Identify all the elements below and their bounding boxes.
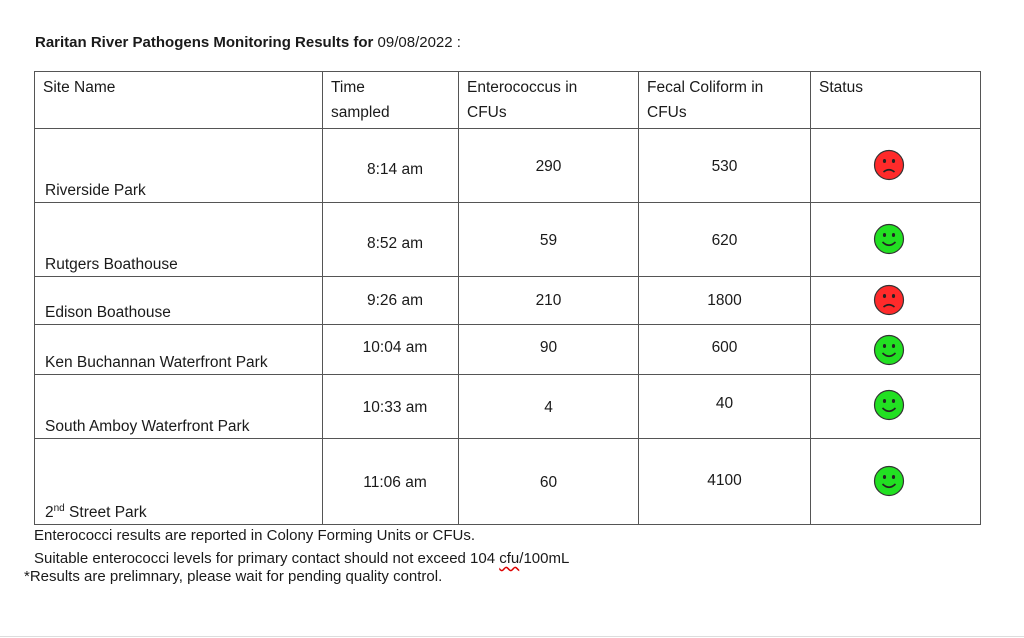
site-cell: 2nd Street Park <box>35 439 323 525</box>
table-row <box>35 325 981 375</box>
time-cell: 11:06 am <box>323 439 459 525</box>
status-cell <box>811 325 981 375</box>
title-text: Raritan River Pathogens Monitoring Results for <box>35 34 374 51</box>
results-table <box>34 71 981 525</box>
status-cell <box>811 439 981 525</box>
enterococcus-cell: 60 <box>459 439 639 525</box>
header-enterococcus: Enterococcus in CFUs <box>459 72 639 129</box>
table-row <box>35 277 981 325</box>
fecal-coliform-cell: 40 <box>639 375 811 439</box>
enterococcus-cell: 210 <box>459 277 639 325</box>
enterococcus-cell: 4 <box>459 375 639 439</box>
table-row <box>35 439 981 525</box>
table-row <box>35 129 981 203</box>
note-contact-limit: Suitable enterococci levels for primary contact should not exceed 104 cfu/100mL <box>34 550 570 567</box>
site-cell: Rutgers Boathouse <box>35 203 323 277</box>
page-divider <box>0 636 1024 637</box>
title-date: 09/08/2022 : <box>377 34 461 51</box>
site-cell: Ken Buchannan Waterfront Park <box>35 325 323 375</box>
time-cell: 8:14 am <box>323 129 459 203</box>
note-cfu-definition: Enterococci results are reported in Colony Forming Units or CFUs. <box>34 527 475 544</box>
header-fecal-coliform: Fecal Coliform in CFUs <box>639 72 811 129</box>
site-cell: Riverside Park <box>35 129 323 203</box>
table-row <box>35 375 981 439</box>
sad-face-icon <box>873 284 905 316</box>
header-site-name: Site Name <box>35 72 323 129</box>
time-cell: 10:33 am <box>323 375 459 439</box>
enterococcus-cell: 290 <box>459 129 639 203</box>
status-cell <box>811 375 981 439</box>
fecal-coliform-cell: 530 <box>639 129 811 203</box>
happy-face-icon <box>873 334 905 366</box>
header-time-sampled: Time sampled <box>323 72 459 129</box>
fecal-coliform-cell: 600 <box>639 325 811 375</box>
status-cell <box>811 277 981 325</box>
status-cell <box>811 203 981 277</box>
header-status: Status <box>811 72 981 129</box>
happy-face-icon <box>873 465 905 497</box>
site-cell: Edison Boathouse <box>35 277 323 325</box>
table-row <box>35 203 981 277</box>
enterococcus-cell: 90 <box>459 325 639 375</box>
time-cell: 10:04 am <box>323 325 459 375</box>
enterococcus-cell: 59 <box>459 203 639 277</box>
table-header-row <box>35 72 981 129</box>
time-cell: 9:26 am <box>323 277 459 325</box>
fecal-coliform-cell: 4100 <box>639 439 811 525</box>
time-cell: 8:52 am <box>323 203 459 277</box>
note-preliminary: *Results are prelimnary, please wait for pending quality control. <box>24 568 443 585</box>
happy-face-icon <box>873 389 905 421</box>
status-cell <box>811 129 981 203</box>
sad-face-icon <box>873 149 905 181</box>
fecal-coliform-cell: 1800 <box>639 277 811 325</box>
footnotes <box>34 524 569 570</box>
page-title <box>35 34 461 51</box>
site-cell: South Amboy Waterfront Park <box>35 375 323 439</box>
happy-face-icon <box>873 223 905 255</box>
fecal-coliform-cell: 620 <box>639 203 811 277</box>
